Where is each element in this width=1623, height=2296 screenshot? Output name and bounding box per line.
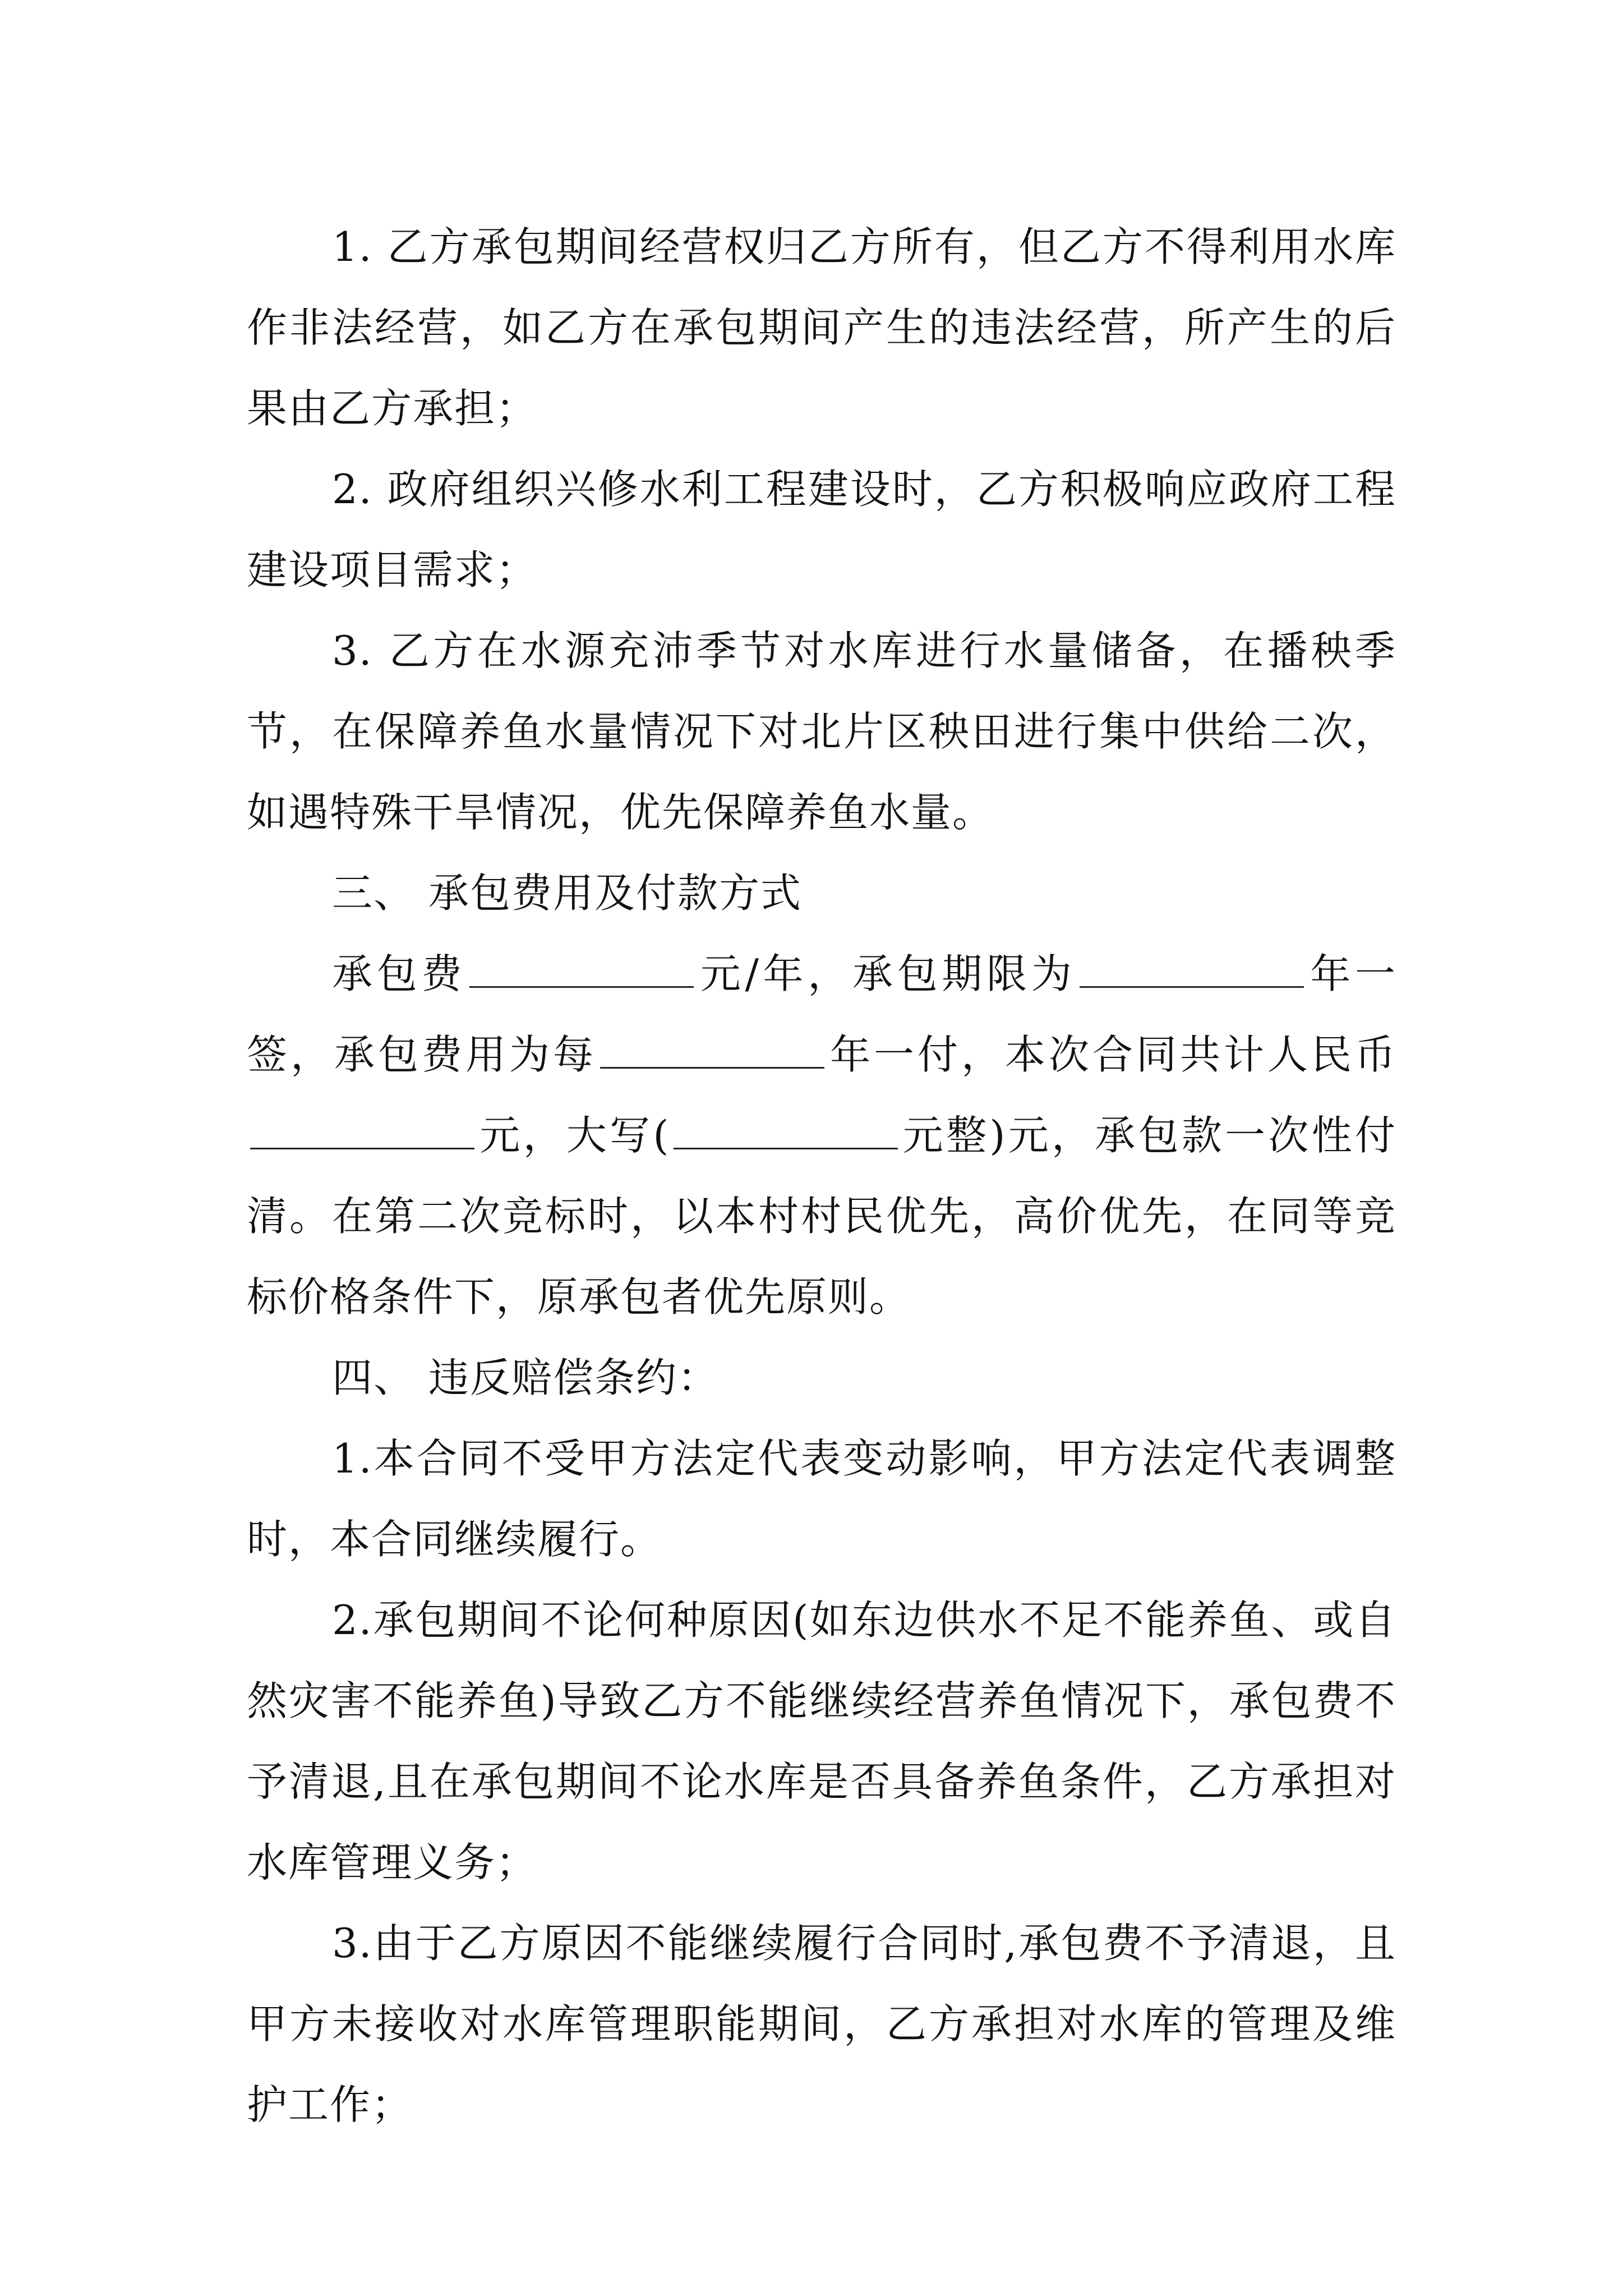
total-amount-blank[interactable]	[250, 1114, 474, 1149]
amount-in-words-blank[interactable]	[674, 1114, 898, 1149]
fee-text-3: 年一签，承包费用为每	[247, 950, 1396, 1078]
section-3-heading	[247, 853, 1396, 933]
section-3-fee-paragraph	[247, 933, 1396, 1337]
term-years-blank[interactable]	[1080, 953, 1304, 988]
document-body	[247, 206, 1396, 2145]
fee-per-year-blank[interactable]	[469, 953, 694, 988]
fee-text-1: 承包费	[332, 950, 467, 997]
payment-interval-blank[interactable]	[600, 1033, 824, 1069]
section-4-item-2: 2.承包期间不论何种原因(如东边供水不足不能养鱼、或自然灾害不能养鱼)导致乙方不能继续经营养鱼情况下，承包费不予清退,且在承包期间不论水库是否具备养鱼条件，乙方承担对水库管理义务；	[247, 1596, 1396, 1886]
fee-text-2: 元/年，承包期限为	[697, 950, 1076, 997]
clause-b-1: 1. 乙方承包期间经营权归乙方所有，但乙方不得利用水库作非法经营，如乙方在承包期间产生的违法经营，所产生的后果由乙方承担；	[247, 223, 1396, 432]
clause-b-2: 2. 政府组织兴修水利工程建设时，乙方积极响应政府工程建设项目需求；	[247, 466, 1396, 593]
clause-b-3: 3. 乙方在水源充沛季节对水库进行水量储备，在播秧季节，在保障养鱼水量情况下对北片区秧田进行集中供给二次，如遇特殊干旱情况，优先保障养鱼水量。	[247, 627, 1396, 836]
section-4-number: 四、	[332, 1354, 416, 1401]
section-4-item-3: 3.由于乙方原因不能继续履行合同时,承包费不予清退，且甲方未接收对水库管理职能期间，乙方承担对水库的管理及维护工作；	[247, 1920, 1396, 2128]
fee-text-4: 年一付，本次合同共计人民币	[828, 1031, 1396, 1078]
section-4-heading	[247, 1337, 1396, 1418]
section-3-title: 承包费用及付款方式	[428, 869, 803, 917]
section-4-title: 违反赔偿条约：	[428, 1354, 720, 1401]
section-4-item-1: 1.本合同不受甲方法定代表变动影响，甲方法定代表调整时，本合同继续履行。	[247, 1435, 1396, 1563]
fee-text-5: 元，大写(	[478, 1112, 670, 1159]
fee-text-6: 元整)元，承包款一次性付清。在第二次竞标时，以本村村民优先，高价优先，在同等竞标价格条件下，原承包者优先原则。	[247, 1112, 1397, 1320]
section-3-number: 三、	[332, 869, 416, 917]
